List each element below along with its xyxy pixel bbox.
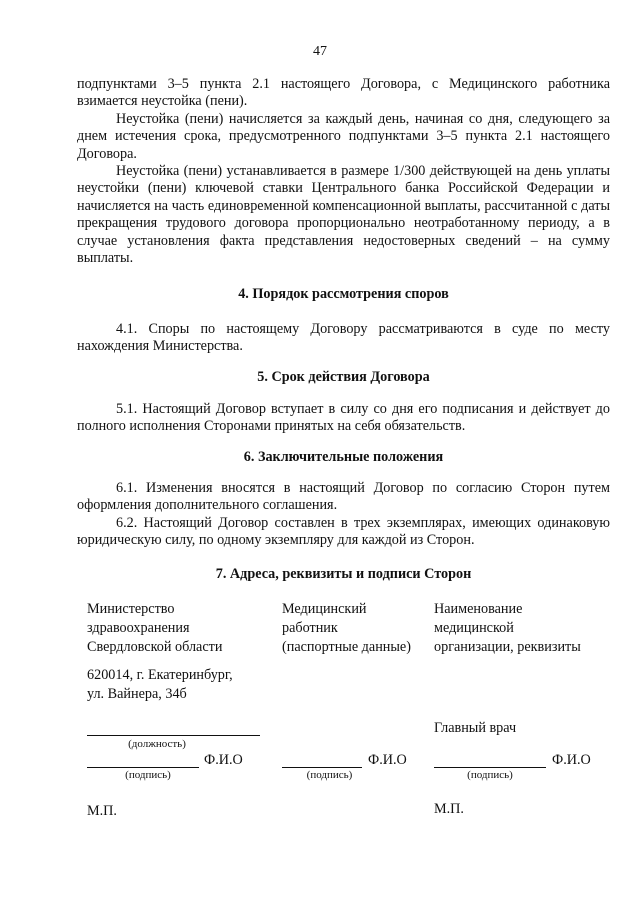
position-line: [87, 735, 260, 736]
ministry-address: 620014, г. Екатеринбург, ул. Вайнера, 34б: [87, 667, 233, 702]
paragraph: Неустойка (пени) устанавливается в размере 1/300 действующей на день уплаты неустойки (пени) ключевой ставки Центрального банка Российской Федерации и начисляется на часть единовременной компенсационной выплаты, рассчитанной с даты прекращения трудового договора пропорционально неотработанному периоду, а в случае установления факта представления недостоверных сведений – на сумму выплаты.: [77, 163, 610, 267]
section-heading: 6. Заключительные положения: [243, 449, 444, 465]
paragraph: подпунктами 3–5 пункта 2.1 настоящего Договора, с Медицинского работника взимается неустойка (пени).: [77, 76, 610, 110]
signature-line: [282, 767, 362, 768]
fio-label: Ф.И.О: [368, 752, 407, 768]
paragraph: 6.2. Настоящий Договор составлен в трех экземплярах, имеющих одинаковую юридическую силу, по одному экземпляру для каждой из Сторон.: [77, 514, 610, 549]
signature-caption: (подпись): [467, 769, 513, 781]
fio-label: Ф.И.О: [204, 752, 243, 768]
signature-caption: (подпись): [125, 769, 171, 781]
stamp-label: М.П.: [87, 803, 117, 819]
section-body: [77, 321, 610, 356]
position-caption: (должность): [128, 738, 186, 750]
page-number: 47: [313, 44, 327, 59]
head-title: Главный врач: [434, 720, 517, 736]
paragraph: Неустойка (пени) начисляется за каждый день, начиная со дня, следующего за днем истечения срока, предусмотренного подпунктами 3–5 пункта 2.1 настоящего Договора.: [77, 110, 610, 162]
worker-name: Медицинский работник (паспортные данные): [282, 601, 411, 655]
stamp-label: М.П.: [434, 801, 464, 817]
paragraph: 4.1. Споры по настоящему Договору рассматриваются в суде по месту нахождения Министерства.: [77, 321, 610, 355]
section-heading: 7. Адреса, реквизиты и подписи Сторон: [215, 566, 472, 582]
signature-caption: (подпись): [306, 769, 353, 781]
paragraph: 6.1. Изменения вносятся в настоящий Договор по согласию Сторон путем оформления дополнительного соглашения.: [77, 480, 610, 514]
organization-name: Наименование медицинской организации, реквизиты: [434, 601, 581, 655]
signature-line: [434, 767, 546, 768]
fio-label: Ф.И.О: [552, 752, 591, 768]
section-body: [77, 401, 610, 436]
signature-line: [87, 767, 199, 768]
section-body: [77, 480, 610, 550]
section-heading: 4. Порядок рассмотрения споров: [238, 286, 449, 302]
intro-text: [77, 76, 610, 267]
section-heading: 5. Срок действия Договора: [257, 369, 430, 385]
paragraph: 5.1. Настоящий Договор вступает в силу со дня его подписания и действует до полного исполнения Сторонами принятых на себя обязательств.: [77, 401, 610, 435]
ministry-name: Министерство здравоохранения Свердловской области: [87, 601, 223, 655]
